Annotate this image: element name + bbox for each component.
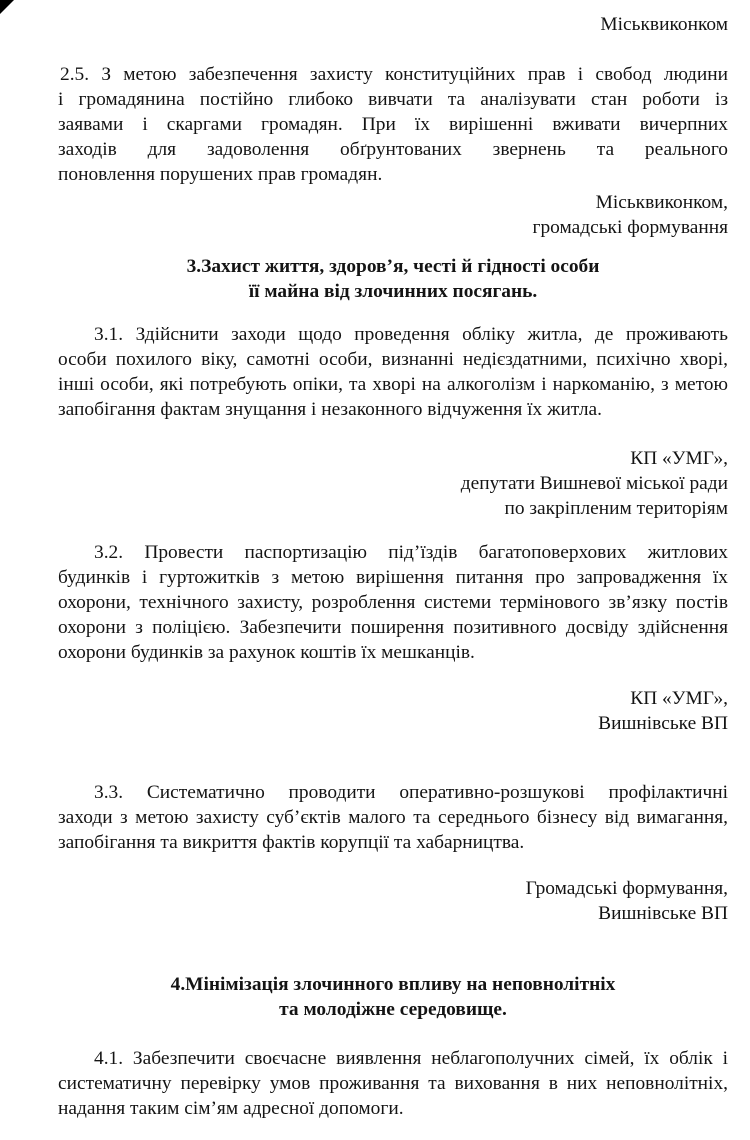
item-4-1-line: систематичну перевірку умов проживання та виховання в них неповнолітніх, [58,1073,728,1094]
item-3-3-line: заходи з метою захисту суб’єктів малого та середнього бізнесу від вимагання, [58,807,728,828]
section-3-title-line: її майна від злочинних посягань. [248,281,538,302]
item-3-3-line: запобігання та викриття фактів корупції та хабарництва. [58,832,525,853]
item-3-1-line: запобігання фактам знущання і незаконного відчуження їх житла. [58,399,602,420]
item-3-3-responsible-block [58,876,728,926]
item-3-1-line: інші особи, які потребують опіки, та хворі на алкоголізм і наркоманію, з метою [58,374,728,395]
item-3-1-line: 3.1. Здійснити заходи щодо проведення обліку житла, де проживають [94,324,728,345]
section-4-heading [58,972,728,1022]
item-3-2-line: будинків і гуртожитків з метою вирішення питання про запровадження їх [58,567,728,588]
item-2-5-line: заходів для задоволення обґрунтованих звернень та реального [58,139,728,160]
item-2-5-responsible: Міськвиконком, [595,192,728,213]
scan-corner-mark [0,0,14,14]
section-3-heading [58,254,728,304]
item-3-3-responsible: Громадські формування, [525,878,728,899]
section-3-title-line: 3.Захист життя, здоров’я, честі й гідності особи [186,256,600,277]
item-2-5-line: 2.5. З метою забезпечення захисту конституційних прав і свобод людини [60,64,728,85]
item-3-1-responsible: депутати Вишневої міської ради [460,473,728,494]
item-3-1-responsible: КП «УМГ», [630,448,728,469]
item-4-1-line: 4.1. Забезпечити своєчасне виявлення неблагополучних сімей, їх облік і [94,1048,728,1069]
item-2-5 [58,62,728,240]
item-3-2-responsible: Вишнівське ВП [598,713,728,734]
item-4-1-line: надання таким сім’ям адресної допомоги. [58,1098,404,1119]
item-2-5-line: і громадянина постійно глибоко вивчати та аналізувати стан роботи із [58,89,728,110]
item-3-2-responsible-block [58,686,728,736]
item-3-2-line: охорони, технічного захисту, розроблення системи термінового зв’язку постів [58,592,728,613]
responsible-top: Міськвиконком [600,14,728,35]
item-4-1 [58,1046,728,1121]
item-2-5-responsible: громадські формування [532,217,728,238]
item-3-1-responsible: по закріпленим територіям [504,498,728,519]
item-2-5-line: поновлення порушених прав громадян. [58,164,383,185]
item-3-2-line: охорони будинків за рахунок коштів їх мешканців. [58,642,475,663]
item-3-2-line: охорони з поліцією. Забезпечити поширення позитивного досвіду здійснення [58,617,728,638]
item-3-2-line: 3.2. Провести паспортизацію під’їздів багатоповерхових житлових [94,542,728,563]
item-3-1 [58,322,728,422]
item-3-1-line: особи похилого віку, самотні особи, визнанні недієздатними, психічно хворі, [58,349,728,370]
item-3-3-line: 3.3. Систематично проводити оперативно-розшукові профілактичні [94,782,728,803]
item-3-3-responsible: Вишнівське ВП [598,903,728,924]
item-3-2-responsible: КП «УМГ», [630,688,728,709]
item-2-5-line: заявами і скаргами громадян. При їх вирішенні вживати вичерпних [58,114,728,135]
item-3-3 [58,780,728,855]
item-3-1-responsible-block [58,446,728,521]
section-4-title-line: 4.Мінімізація злочинного впливу на неповнолітніх [170,974,616,995]
section-4-title-line: та молодіжне середовище. [279,999,507,1020]
item-3-2 [58,540,728,665]
